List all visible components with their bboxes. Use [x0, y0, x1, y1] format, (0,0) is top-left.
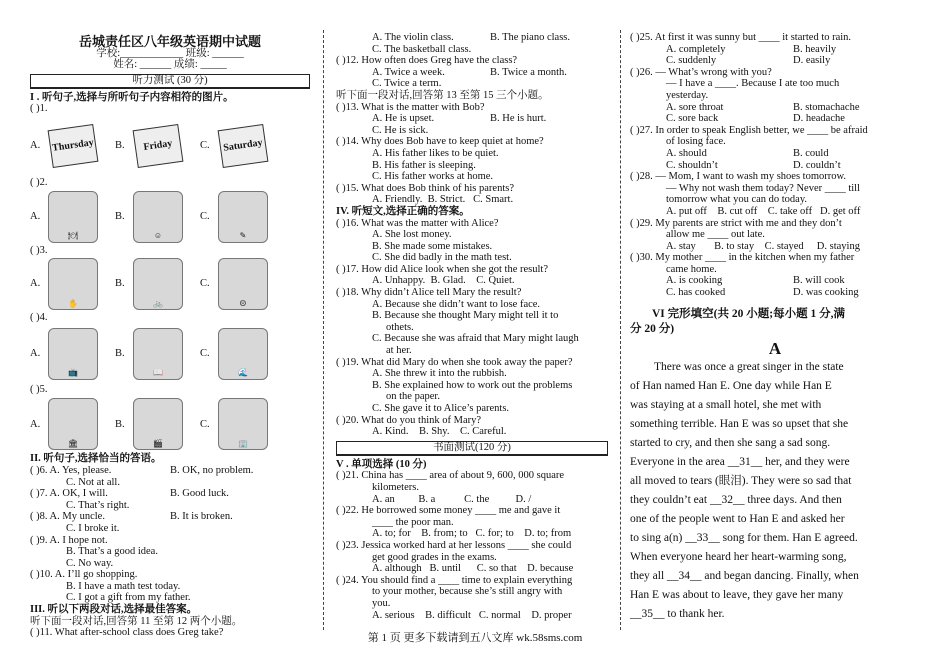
boy-tv-image-icon: 📺 — [48, 328, 98, 380]
sec2-list — [30, 465, 310, 604]
text-line: B. It is broken. — [170, 511, 233, 523]
text-line: Han E was about to leave, they gave her many — [630, 589, 844, 602]
text-line: C. — [200, 347, 210, 359]
page-footer: 第 1 页 更多下载请到五八文库 wk.58sms.com — [367, 632, 583, 644]
page-title: 岳城责任区八年级英语期中试题 — [78, 34, 261, 49]
question-12: ( )12. How often does Greg have the class? — [336, 55, 518, 67]
text-line: D. was cooking — [793, 287, 859, 299]
text-line: B. — [115, 278, 125, 290]
library-image-icon: 🏛 — [48, 398, 98, 450]
text-line: C. — [200, 278, 210, 290]
text-line: __35__ to thank her. — [630, 608, 725, 621]
sec3-heading: III. 听以下两段对话,选择最佳答案。 — [30, 604, 198, 616]
text-line: C. Not at all. — [66, 476, 120, 488]
column-1 — [30, 0, 310, 639]
question-26: ( )26. — What’s wrong with you? — [630, 66, 772, 78]
text-line: B. I have a math test today. — [66, 580, 181, 592]
boy-swimming-image-icon: 🌊 — [218, 328, 268, 380]
text-line: was staying at a small hotel, she met with — [630, 399, 822, 412]
text-line: B. — [115, 347, 125, 359]
text-line: A. completely — [666, 43, 726, 55]
question-20: ( )20. What do you think of Mary? — [336, 414, 482, 426]
text-line: at her. — [386, 345, 412, 357]
boy-studying-image-icon: ✎ — [218, 191, 268, 243]
info-name-score: 姓名: ______ 成绩: _____ — [113, 59, 227, 71]
text-line: A. Friendly. B. Strict. C. Smart. — [372, 194, 514, 206]
q5-block — [30, 384, 310, 452]
column-2 — [336, 32, 608, 621]
question-14: ( )14. Why does Bob have to keep quiet at home? — [336, 136, 544, 148]
text-line: on the paper. — [386, 391, 440, 403]
q5-label: ( )5. — [30, 383, 48, 395]
text-line: to your mother, because she’s still angry with — [372, 586, 563, 598]
question-18: ( )18. Why didn’t Alice tell Mary the result? — [336, 287, 522, 299]
text-line: C. I got a gift from my father. — [66, 592, 191, 604]
question-13: ( )13. What is the matter with Bob? — [336, 101, 485, 113]
text-line: of losing face. — [666, 136, 726, 148]
text-line: ( )6. A. Yes, please. — [30, 464, 112, 476]
text-line: A. — [30, 140, 41, 152]
boy-thinking-image-icon: ☹ — [218, 258, 268, 310]
text-line: A. — [30, 418, 41, 430]
text-line: othets. — [386, 321, 414, 333]
cinema-image-icon: 🎬 — [133, 398, 183, 450]
text-line: C. Twice a term. — [372, 78, 442, 90]
text-line: ( )9. A. I hope not. — [30, 534, 108, 546]
text-line: When everyone heard her heart-warming song, — [630, 551, 847, 564]
calendar-friday-image: Friday — [133, 124, 184, 168]
text-line: to sing a(n) __33__ song for them. Han E agreed. — [630, 532, 858, 545]
text-line: B. — [115, 418, 125, 430]
q1-block — [30, 103, 310, 175]
text-line: A. Twice a week. — [372, 66, 445, 78]
text-line: ____ the poor man. — [372, 516, 454, 528]
text-line: A. — [30, 210, 41, 222]
text-line: B. stomachache — [793, 101, 860, 113]
text-line: one of the people went to Han E and asked her — [630, 513, 845, 526]
text-line: allow me ____ out late. — [666, 229, 765, 241]
q1-label: ( )1. — [30, 103, 48, 115]
text-line: tomorrow what you can do today. — [666, 194, 808, 206]
sec6-heading: VI 完形填空(共 20 小题;每小题 1 分,满 — [652, 307, 845, 320]
text-line: B. Twice a month. — [490, 66, 567, 78]
text-line: ( )10. A. I’ll go shopping. — [30, 569, 138, 581]
column-divider — [620, 30, 621, 630]
text-line: A. although B. until C. so that D. because — [372, 563, 574, 575]
text-line: B. She made some mistakes. — [372, 240, 493, 252]
text-line: C. sore back — [666, 113, 719, 125]
text-line: of Han named Han E. One day while Han E — [630, 380, 832, 393]
text-line: A. stay B. to stay C. stayed D. staying — [666, 240, 860, 252]
text-line: C. That’s right. — [66, 499, 130, 511]
text-line: B. — [115, 210, 125, 222]
question-30: ( )30. My mother ____ in the kitchen when my father — [630, 252, 855, 264]
text-line: yesterday. — [666, 89, 709, 101]
text-line: A. Kind. B. Shy. C. Careful. — [372, 426, 507, 438]
text-line: — Why not wash them today? Never ____ till — [666, 182, 861, 194]
text-line: — I have a ____. Because I ate too much — [666, 78, 840, 90]
text-line: A. — [30, 347, 41, 359]
q11-options — [336, 32, 608, 44]
text-line: C. has cooked — [666, 287, 726, 299]
text-line: A. His father likes to be quiet. — [372, 147, 499, 159]
text-line: B. heavily — [793, 43, 837, 55]
text-line: C. — [200, 140, 210, 152]
text-line: ( )8. A. My uncle. — [30, 511, 105, 523]
q4-label: ( )4. — [30, 312, 48, 324]
text-line: B. Because she thought Mary might tell it to — [372, 310, 559, 322]
text-line: B. could — [793, 147, 829, 159]
text-line: C. — [200, 418, 210, 430]
question-23: ( )23. Jessica worked hard at her lessons ____ she could — [336, 539, 572, 551]
question-28: ( )28. — Mom, I want to wash my shoes tomorrow. — [630, 171, 847, 183]
text-line: C. She gave it to Alice’s parents. — [372, 403, 510, 414]
sec5-heading: V . 单项选择 (10 分) — [336, 458, 427, 470]
building-image-icon: 🏢 — [218, 398, 268, 450]
text-line: C. — [200, 210, 210, 222]
text-line: D. easily — [793, 55, 831, 67]
question-21: ( )21. China has ____ area of about 9, 600, 000 square — [336, 470, 565, 482]
text-line: C. He is sick. — [372, 124, 429, 136]
boy-cleaning-image-icon: ✋ — [48, 258, 98, 310]
text-line: B. That’s a good idea. — [66, 546, 158, 558]
text-line: C. His father works at home. — [372, 171, 494, 183]
sec2-heading: II. 听句子,选择恰当的答语。 — [30, 453, 162, 465]
text-line: A. serious B. difficult C. normal D. proper — [372, 609, 572, 621]
q3-label: ( )3. — [30, 244, 48, 256]
sec3-intro: 听下面一段对话,回答第 11 至第 12 两个小题。 — [30, 615, 243, 627]
text-line: A. sore throat — [666, 101, 724, 113]
question-11: ( )11. What after-school class does Greg take? — [30, 627, 224, 639]
text-line: There was once a great singer in the state — [654, 361, 844, 374]
boy-pointing-image-icon: ☺ — [133, 191, 183, 243]
question-15: ( )15. What does Bob think of his parents? — [336, 182, 514, 194]
sec3-intro2: 听下面一段对话,回答第 13 至第 15 三个小题。 — [336, 89, 549, 101]
text-line: Everyone in the area __31__ her, and they were — [630, 456, 850, 469]
text-line: A. put off B. cut off C. take off D. get off — [666, 205, 861, 217]
text-line: A. — [30, 278, 41, 290]
text-line: B. His father is sleeping. — [372, 159, 476, 171]
text-line: get good grades in the exams. — [372, 551, 497, 563]
text-line: A. He is upset. — [372, 113, 435, 125]
text-line: they all __34__ and began dancing. Finally, when — [630, 570, 859, 583]
text-line: they couldn’t eat __32__ three days. And then — [630, 494, 842, 507]
text-line: C. shouldn’t — [666, 159, 718, 171]
text-line: A. should — [666, 147, 707, 159]
written-section-box: 书面测试(120 分) — [336, 441, 608, 456]
text-line: A. She lost money. — [372, 229, 452, 241]
boy-reading-image-icon: 📖 — [133, 328, 183, 380]
text-line: ( )7. A. OK, I will. — [30, 488, 108, 500]
text-line: you. — [372, 597, 391, 609]
calendar-saturday-image: Saturday — [218, 124, 269, 168]
column-divider — [323, 30, 324, 630]
text-line: D. headache — [793, 113, 845, 125]
text-line: A. The violin class. — [372, 32, 454, 43]
eating-image-icon: 🍽 — [48, 191, 98, 243]
question-29: ( )29. My parents are strict with me and they don’t — [630, 217, 842, 229]
text-line: kilometers. — [372, 481, 419, 493]
text-line: C. She did badly in the math test. — [372, 252, 512, 264]
text-line: B. Good luck. — [170, 488, 229, 500]
text-line: A. an B. a C. the D. / — [372, 493, 532, 505]
question-22: ( )22. He borrowed some money ____ me and gave it — [336, 505, 561, 517]
sec6-heading-cont: 分 20 分) — [630, 322, 675, 335]
text-line: all moved to tears (眼泪). They were so sad that — [630, 475, 852, 488]
q2-label: ( )2. — [30, 176, 48, 188]
text-line: C. I broke it. — [66, 522, 120, 534]
sec1-heading: I . 听句子,选择与所听句子内容相符的图片。 — [30, 91, 234, 103]
sec4-heading: IV. 听短文,选择正确的答案。 — [336, 205, 470, 217]
question-25: ( )25. At first it was sunny but ____ it started to rain. — [630, 32, 852, 43]
text-line: A. She threw it into the rubbish. — [372, 368, 507, 380]
question-27: ( )27. In order to speak English better, we ____ be afraid — [630, 124, 868, 136]
calendar-thursday-image: Thursday — [48, 124, 99, 168]
info-school-class: 学校:____________ 班级: ______ — [96, 47, 244, 59]
q3-block — [30, 245, 310, 311]
listening-section-box: 听力测试 (30 分) — [30, 74, 310, 89]
cloze-passage — [630, 358, 920, 624]
passage-section-a: A — [768, 338, 782, 358]
text-line: B. He is hurt. — [490, 113, 547, 125]
text-line: started to cry, and then she sang a sad song. — [630, 437, 831, 450]
column-3 — [630, 32, 920, 624]
question-16: ( )16. What was the matter with Alice? — [336, 217, 499, 229]
text-line: B. She explained how to work out the problems — [372, 379, 573, 391]
text-line: A. Because she didn’t want to lose face. — [372, 298, 541, 310]
text-line: C. No way. — [66, 557, 114, 569]
text-line: A. Unhappy. B. Glad. C. Quiet. — [372, 275, 515, 287]
question-17: ( )17. How did Alice look when she got the result? — [336, 263, 548, 275]
text-line: C. suddenly — [666, 55, 717, 67]
text-line: B. will cook — [793, 275, 845, 287]
text-line: C. The basketball class. — [372, 43, 472, 55]
text-line: B. The piano class. — [490, 32, 571, 43]
bicycle-image-icon: 🚲 — [133, 258, 183, 310]
q2-block — [30, 177, 310, 243]
text-line: B. — [115, 140, 125, 152]
question-19: ( )19. What did Mary do when she took away the paper? — [336, 356, 573, 368]
question-24: ( )24. You should find a ____ time to explain everything — [336, 574, 573, 586]
text-line: C. Because she was afraid that Mary might laugh — [372, 333, 579, 345]
text-line: D. couldn’t — [793, 159, 841, 171]
text-line: came home. — [666, 263, 717, 275]
text-line: something terrible. Han E was so upset that she — [630, 418, 849, 431]
text-line: A. to; for B. from; to C. for; to D. to; from — [372, 528, 572, 540]
q4-block — [30, 312, 310, 382]
text-line: A. is cooking — [666, 275, 723, 287]
text-line: B. OK, no problem. — [170, 464, 254, 476]
